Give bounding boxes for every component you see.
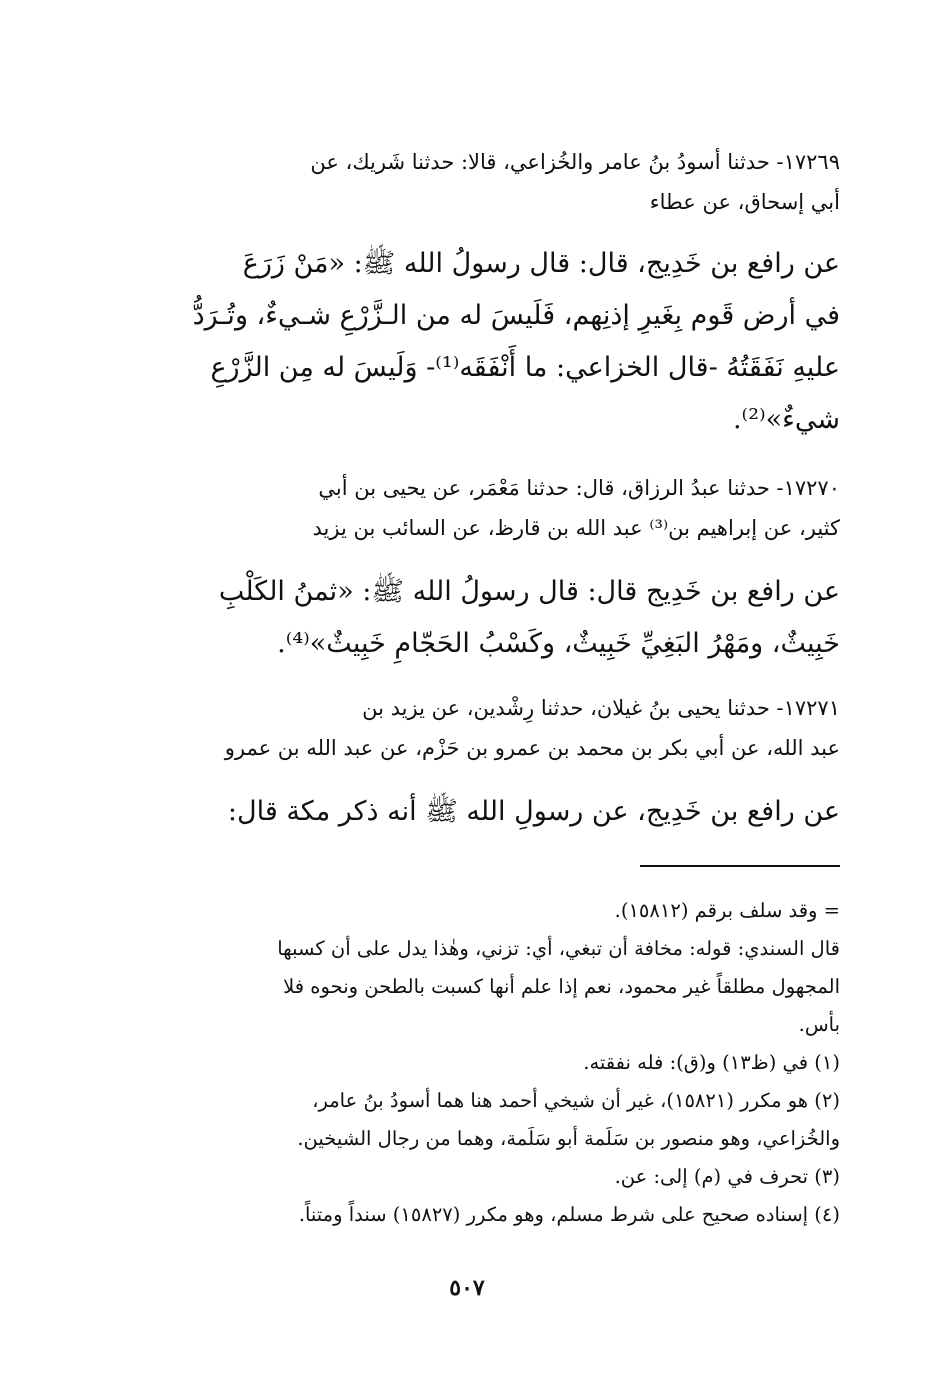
footnote-3: (٣) تحرف في (م) إلى: عن.	[614, 1165, 840, 1188]
sindi-note-line: قال السندي: قوله: مخافة أن تبغي، أي: تزني، وهٰذا يدل على أن كسبها	[277, 937, 840, 960]
footnote-4: (٤) إسناده صحيح على شرط مسلم، وهو مكرر (١٥٨٢٧) سنداً ومتناً.	[298, 1203, 840, 1226]
footnote-continuation: = وقد سلف برقم (١٥٨١٢).	[614, 899, 840, 922]
matn-line: خَبِيثٌ، ومَهْرُ البَغِيِّ خَبِيثٌ، وكَسْبُ الحَجّامِ خَبِيثٌ»⁽⁴⁾.	[277, 628, 840, 659]
footnote-2-cont: والخُزاعي، وهو منصور بن سَلَمة أبو سَلَمة، وهما من رجال الشيخين.	[297, 1127, 840, 1150]
hadith-17270-isnad	[140, 468, 840, 548]
hadith-17269-isnad	[140, 142, 840, 222]
hadith-17270-matn	[140, 566, 840, 670]
isnad-line: ١٧٢٦٩- حدثنا أسودُ بنُ عامر والخُزاعي، قالا: حدثنا شَريك، عن	[310, 150, 840, 174]
matn-line: عن رافع بن خَدِيج، عن رسولِ الله ﷺ أنه ذكر مكة قال:	[227, 796, 840, 827]
matn-line: عن رافع بن خَدِيج، قال: قال رسولُ الله ﷺ: «مَنْ زَرَعَ	[242, 248, 840, 279]
page-number: ٥٠٧	[449, 1275, 485, 1301]
matn-line: عليهِ نَفَقَتُهُ -قال الخزاعي: ما أَنْفَقَه⁽¹⁾- وَلَيسَ له مِن الزَّرْعِ	[210, 352, 840, 383]
isnad-line: كثير، عن إبراهيم بن⁽³⁾ عبد الله بن قارظ، عن السائب بن يزيد	[312, 516, 840, 540]
isnad-line: ١٧٢٧١- حدثنا يحيى بنُ غيلان، حدثنا رِشْدين، عن يزيد بن	[362, 696, 840, 720]
matn-line: شيءٌ»⁽²⁾.	[732, 404, 840, 435]
matn-line: عن رافع بن خَدِيج قال: قال رسولُ الله ﷺ: «ثمنُ الكَلْبِ	[218, 576, 840, 607]
isnad-line: عبد الله، عن أبي بكر بن محمد بن عمرو بن حَزْم، عن عبد الله بن عمرو	[224, 736, 840, 760]
footnotes	[140, 892, 840, 1234]
sindi-note-line: المجهول مطلقاً غير محمود، نعم إذا علم أنها كسبت بالطحن ونحوه فلا	[283, 975, 840, 998]
isnad-line: أبي إسحاق، عن عطاء	[649, 190, 840, 214]
footnote-separator	[640, 865, 840, 867]
sindi-note-line: بأس.	[798, 1013, 840, 1036]
hadith-17271-matn	[140, 786, 840, 838]
isnad-line: ١٧٢٧٠- حدثنا عبدُ الرزاق، قال: حدثنا مَعْمَر، عن يحيى بن أبي	[318, 476, 840, 500]
footnote-1: (١) في (ظ١٣) و(ق): فله نفقته.	[583, 1051, 840, 1074]
hadith-17269-matn	[140, 238, 840, 446]
hadith-17271-isnad	[140, 688, 840, 768]
footnote-2: (٢) هو مكرر (١٥٨٢١)، غير أن شيخي أحمد هنا هما أسودُ بنُ عامر،	[312, 1089, 840, 1112]
matn-line: في أرض قَوم بِغَيرِ إذنِهم، فَلَيسَ له من الـزَّرْعِ شـيءٌ، وتُـرَدُّ	[192, 300, 840, 331]
